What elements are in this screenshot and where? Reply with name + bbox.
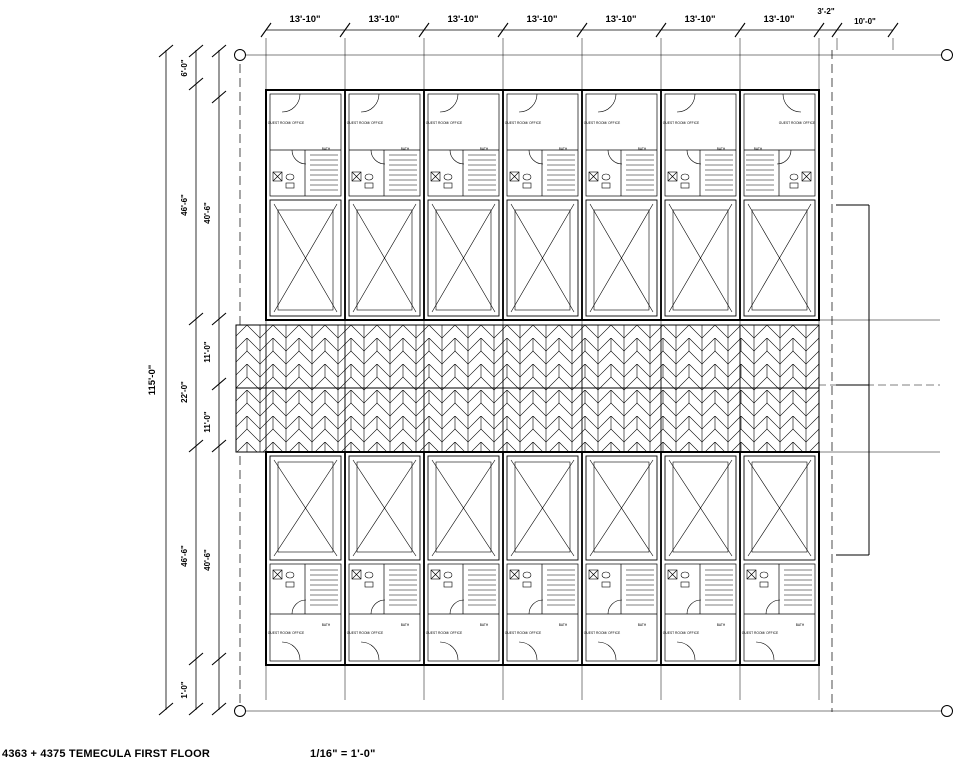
room-label-guest-top-2: GUEST ROOM/ OFFICE bbox=[346, 121, 384, 125]
dim-top-1: 13'-10" bbox=[289, 14, 321, 25]
unit-top-1 bbox=[266, 90, 345, 320]
unit-bottom-5 bbox=[582, 452, 661, 665]
sheet-title: 4363 + 4375 TEMECULA FIRST FLOOR bbox=[2, 748, 211, 760]
unit-bottom-1 bbox=[266, 452, 345, 665]
room-label-guest-bottom-6: GUEST ROOM/ OFFICE bbox=[662, 631, 700, 635]
unit-bottom-2 bbox=[345, 452, 424, 665]
room-label-bath-top-4: BATH bbox=[558, 147, 568, 151]
room-label-bath-top-7: BATH bbox=[753, 147, 763, 151]
room-label-guest-top-1: GUEST ROOM/ OFFICE bbox=[267, 121, 305, 125]
room-label-guest-bottom-4: GUEST ROOM/ OFFICE bbox=[504, 631, 542, 635]
courtyard-paving bbox=[236, 325, 819, 452]
dim-left-seg-3: 40'-6" bbox=[203, 202, 212, 224]
room-label-guest-bottom-2: GUEST ROOM/ OFFICE bbox=[346, 631, 384, 635]
dim-top-3: 13'-10" bbox=[447, 14, 479, 25]
dim-left-seg-9: 1'-0" bbox=[180, 681, 189, 699]
dim-left-seg-1: 6'-0" bbox=[180, 59, 189, 77]
dim-left-seg-6: 11'-0" bbox=[203, 411, 212, 433]
room-label-guest-top-7: GUEST ROOM/ OFFICE bbox=[778, 121, 816, 125]
room-label-guest-top-4: GUEST ROOM/ OFFICE bbox=[504, 121, 542, 125]
unit-top-5 bbox=[582, 90, 661, 320]
lower-building-row bbox=[266, 452, 819, 665]
room-label-bath-bottom-4: BATH bbox=[558, 623, 568, 627]
dim-top-extra-2: 10'-0" bbox=[854, 17, 876, 26]
room-label-bath-top-3: BATH bbox=[479, 147, 489, 151]
dim-left-seg-8: 40'-6" bbox=[203, 549, 212, 571]
room-label-guest-bottom-5: GUEST ROOM/ OFFICE bbox=[583, 631, 621, 635]
room-label-guest-bottom-1: GUEST ROOM/ OFFICE bbox=[267, 631, 305, 635]
site-context-lines bbox=[818, 205, 940, 555]
dim-top-4: 13'-10" bbox=[526, 14, 558, 25]
dim-top-6: 13'-10" bbox=[684, 14, 716, 25]
unit-top-2 bbox=[345, 90, 424, 320]
sheet-scale: 1/16" = 1'-0" bbox=[310, 748, 376, 760]
upper-building-row bbox=[266, 90, 819, 320]
dim-left-overall: 115'-0" bbox=[147, 364, 158, 396]
room-label-bath-bottom-7: BATH bbox=[795, 623, 805, 627]
room-label-guest-top-3: GUEST ROOM/ OFFICE bbox=[425, 121, 463, 125]
room-label-bath-bottom-2: BATH bbox=[400, 623, 410, 627]
unit-top-6 bbox=[661, 90, 740, 320]
room-label-bath-bottom-5: BATH bbox=[637, 623, 647, 627]
unit-top-4 bbox=[503, 90, 582, 320]
unit-top-3 bbox=[424, 90, 503, 320]
dim-left-seg-4: 11'-0" bbox=[203, 341, 212, 363]
dim-left-seg-7: 46'-6" bbox=[180, 545, 189, 567]
room-label-bath-bottom-3: BATH bbox=[479, 623, 489, 627]
room-label-guest-bottom-3: GUEST ROOM/ OFFICE bbox=[425, 631, 463, 635]
room-label-guest-top-6: GUEST ROOM/ OFFICE bbox=[662, 121, 700, 125]
unit-bottom-7 bbox=[740, 452, 819, 665]
unit-top-7 bbox=[740, 90, 819, 320]
room-label-bath-bottom-6: BATH bbox=[716, 623, 726, 627]
dim-left-seg-5: 22'-0" bbox=[180, 381, 189, 403]
room-label-bath-bottom-1: BATH bbox=[321, 623, 331, 627]
unit-bottom-3 bbox=[424, 452, 503, 665]
room-label-guest-bottom-7: GUEST ROOM/ OFFICE bbox=[741, 631, 779, 635]
room-label-guest-top-5: GUEST ROOM/ OFFICE bbox=[583, 121, 621, 125]
dim-top-7: 13'-10" bbox=[763, 14, 795, 25]
unit-bottom-4 bbox=[503, 452, 582, 665]
dim-top-5: 13'-10" bbox=[605, 14, 637, 25]
room-label-bath-top-1: BATH bbox=[321, 147, 331, 151]
dim-top-2: 13'-10" bbox=[368, 14, 400, 25]
room-label-bath-top-2: BATH bbox=[400, 147, 410, 151]
dim-left-seg-2: 46'-6" bbox=[180, 194, 189, 216]
dim-top-extra-1: 3'-2" bbox=[817, 7, 835, 16]
room-label-bath-top-5: BATH bbox=[637, 147, 647, 151]
room-label-bath-top-6: BATH bbox=[716, 147, 726, 151]
unit-bottom-6 bbox=[661, 452, 740, 665]
